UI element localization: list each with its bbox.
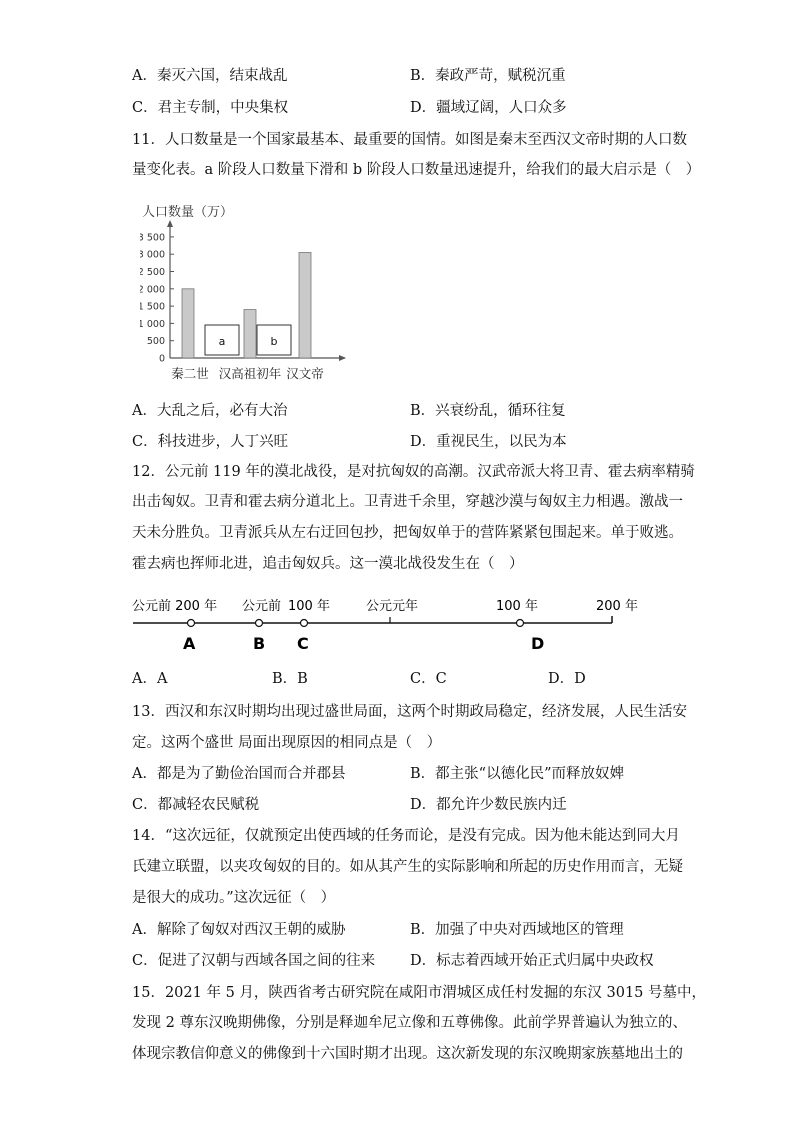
- timeline-label-200bc: 公元前 200 年: [132, 599, 218, 614]
- timeline-label-200ad: 200 年: [596, 599, 638, 614]
- timeline-letter-b: B: [253, 634, 266, 653]
- chart-y-axis-arrow: [167, 220, 173, 227]
- chart-title: 人口数量（万）: [142, 205, 234, 220]
- chart-x-axis-arrow: [339, 355, 346, 361]
- q13-option-c: C．都减轻农民赋税: [132, 797, 260, 813]
- timeline: [130, 595, 640, 655]
- chart-bar-2: [244, 310, 256, 358]
- q12-option-c: C．C: [410, 671, 447, 687]
- q13-option-b: B．都主张“以德化民”而释放奴婢: [410, 766, 624, 782]
- q10-option-c: C．君主专制，中央集权: [132, 100, 289, 116]
- timeline-label-100ad: 100 年: [496, 599, 538, 614]
- timeline-label-bc: 公元前: [242, 599, 282, 614]
- timeline-point-d-marker: [517, 620, 524, 627]
- population-chart: [140, 200, 360, 390]
- q12-stem-line4: 霍去病也挥师北进，追击匈奴兵。这一漠北战役发生在（ ）: [132, 556, 524, 572]
- chart-ytick-label: 2 500: [140, 267, 165, 279]
- q14-option-d: D．标志着西域开始正式归属中央政权: [410, 953, 654, 969]
- timeline-letter-a: A: [183, 634, 196, 653]
- q14-option-c: C．促进了汉朝与西域各国之间的往来: [132, 953, 376, 969]
- chart-ytick-label: 0: [158, 353, 165, 365]
- timeline-label-ad1: 公元元年: [366, 599, 419, 614]
- timeline-letter-c: C: [297, 634, 309, 653]
- timeline-letter-d: D: [531, 634, 545, 653]
- q12-stem-line2: 出击匈奴。卫青和霍去病分道北上。卫青进千余里，穿越沙漠与匈奴主力相遇。激战一: [132, 494, 683, 510]
- chart-bar-4: [299, 252, 311, 358]
- q15-stem-line2: 发现 2 尊东汉晚期佛像，分别是释迦牟尼立像和五尊佛像。此前学界普遍认为独立的、: [132, 1015, 687, 1031]
- q11-option-d: D．重视民生，以民为本: [410, 434, 567, 450]
- q14-stem-line3: 是很大的成功。”这次远征（ ）: [132, 890, 336, 906]
- q11-option-a: A．大乱之后，必有大治: [132, 403, 288, 419]
- q13-stem-line1: 13．西汉和东汉时期均出现过盛世局面，这两个时期政局稳定，经济发展，人民生活安: [132, 704, 687, 720]
- population-chart-svg: [140, 200, 360, 390]
- q15-stem-line1: 15．2021 年 5 月，陕西省考古研究院在咸阳市渭城区成任村发掘的东汉 3015 号墓中，: [132, 985, 707, 1001]
- chart-xtick-label: 秦二世: [171, 366, 209, 381]
- q10-option-b: B．秦政严苛，赋税沉重: [410, 68, 566, 84]
- q12-option-a: A．A: [132, 671, 168, 687]
- timeline-svg: [130, 595, 640, 655]
- q14-stem-line1: 14．“这次远征，仅就预定出使西域的任务而论，是没有完成。因为他未能达到同大月: [132, 828, 680, 844]
- q15-stem-line3: 体现宗教信仰意义的佛像到十六国时期才出现。这次新发现的东汉晚期家族墓地出土的: [132, 1046, 683, 1062]
- chart-ytick-label: 1 500: [140, 301, 165, 313]
- q13-option-a: A．都是为了勤俭治国而合并郡县: [132, 766, 346, 782]
- q14-option-a: A．解除了匈奴对西汉王朝的威胁: [132, 922, 346, 938]
- q14-option-b: B．加强了中央对西域地区的管理: [410, 922, 624, 938]
- chart-box-label-b: b: [270, 335, 278, 348]
- q12-option-d: D．D: [548, 671, 586, 687]
- q10-option-d: D．疆域辽阔，人口众多: [410, 100, 567, 116]
- timeline-point-c-marker: [301, 620, 308, 627]
- q11-option-c: C．科技进步，人丁兴旺: [132, 434, 289, 450]
- q11-stem-line2: 量变化表。a 阶段人口数量下滑和 b 阶段人口数量迅速提升，给我们的最大启示是（ ）: [132, 162, 701, 178]
- chart-ytick-label: 3 500: [140, 232, 165, 244]
- timeline-point-b-marker: [256, 620, 263, 627]
- q12-stem-line1: 12．公元前 119 年的漠北战役，是对抗匈奴的高潮。汉武帝派大将卫青、霍去病率精骑: [132, 464, 695, 480]
- chart-xtick-label: 汉高祖初年: [218, 366, 282, 381]
- q14-stem-line2: 氏建立联盟，以夹攻匈奴的目的。如从其产生的实际影响和所起的历史作用而言，无疑: [132, 859, 683, 875]
- q11-option-b: B．兴衰纷乱，循环往复: [410, 403, 566, 419]
- chart-ytick-label: 1 000: [140, 318, 165, 330]
- chart-ytick-label: 2 000: [140, 284, 165, 296]
- q12-stem-line3: 天未分胜负。卫青派兵从左右迂回包抄，把匈奴单于的营阵紧紧包围起来。单于败逃。: [132, 525, 683, 541]
- chart-box-label-a: a: [218, 335, 226, 348]
- timeline-label-100: 100 年: [288, 599, 330, 614]
- chart-ytick-label: 3 000: [140, 249, 165, 261]
- chart-ytick-label: 500: [146, 336, 165, 348]
- q11-stem-line1: 11．人口数量是一个国家最基本、最重要的国情。如图是秦末至西汉文帝时期的人口数: [132, 132, 687, 148]
- q13-stem-line2: 定。这两个盛世 局面出现原因的相同点是（ ）: [132, 735, 442, 751]
- q12-option-b: B．B: [272, 671, 308, 687]
- chart-xtick-label: 汉文帝: [286, 366, 324, 381]
- q10-option-a: A．秦灭六国，结束战乱: [132, 68, 288, 84]
- q13-option-d: D．都允许少数民族内迁: [410, 797, 567, 813]
- chart-bar-0: [182, 289, 194, 358]
- timeline-point-a-marker: [188, 620, 195, 627]
